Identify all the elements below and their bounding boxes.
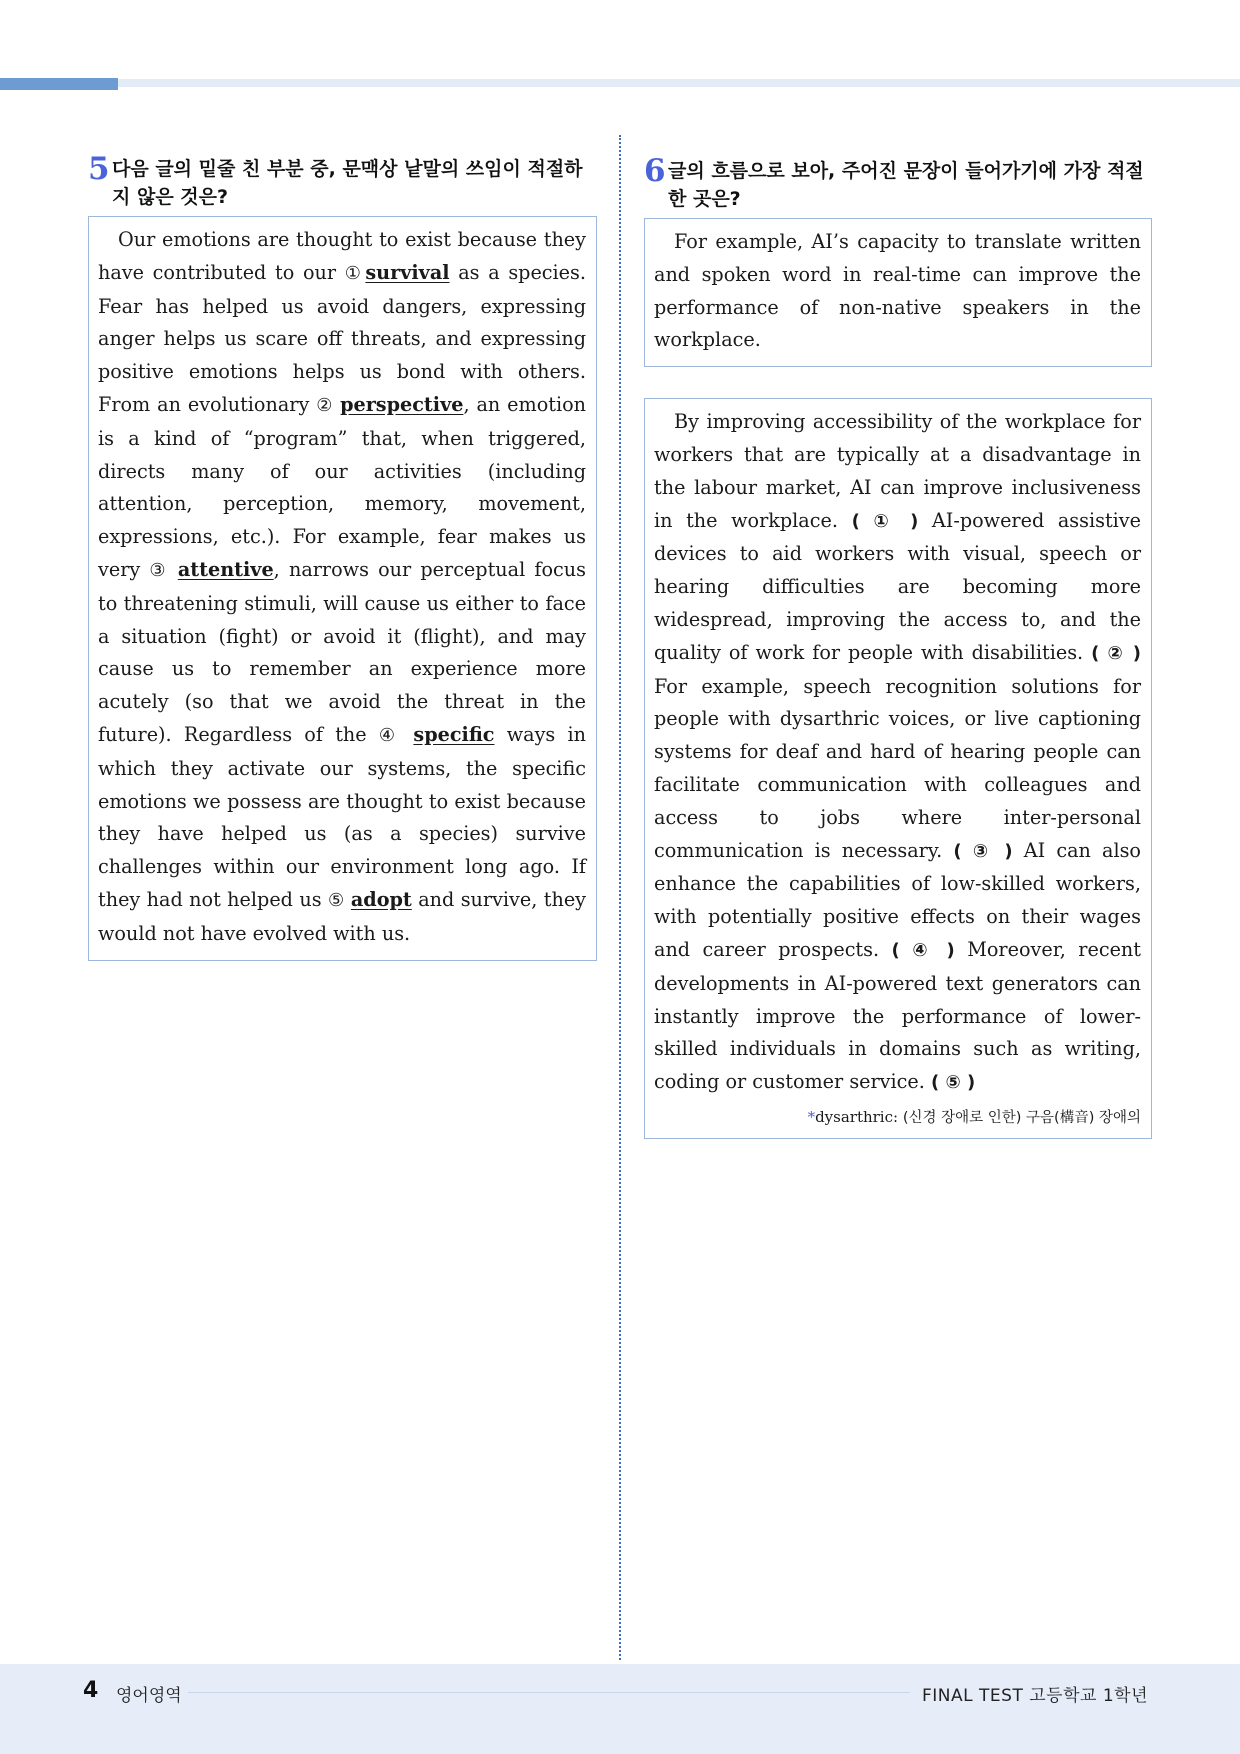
insertion-point-4: ( ④ ) xyxy=(891,939,955,961)
given-sentence: For example, AI’s capacity to translate written and spoken word in real-time can improve the performance of non-native speakers in the workplace. xyxy=(654,230,1141,352)
footnote xyxy=(654,1106,1141,1129)
passage-segment: , narrows our perceptual focus to threatening stimuli, will cause us either to face a situation (fight) or avoid it (flight), and may cause us to remember an experience more acutely (so that we avoid the threat in the future). Regardless of the xyxy=(98,557,587,746)
passage-text xyxy=(654,406,1141,1100)
page-number: 4 xyxy=(83,1678,99,1703)
passage-box xyxy=(88,216,597,961)
question-prompt: 글의 흐름으로 보아, 주어진 문장이 들어가기에 가장 적절한 곳은? xyxy=(668,160,1144,210)
insertion-point-1: ( ① ) xyxy=(851,510,919,532)
question-6 xyxy=(644,153,1152,1139)
page-footer xyxy=(0,1664,1240,1754)
passage-text xyxy=(98,224,586,951)
underlined-word: survival xyxy=(365,260,450,284)
passage-segment: For example, speech recognition solutions for people with dysarthric voices, or live captioning systems for deaf and hard of hearing people can facilitate communication with colleagues and access to jobs where inter-personal communication is necessary. xyxy=(654,674,1141,862)
question-5 xyxy=(88,151,597,961)
insertion-point-5: ( ⑤ ) xyxy=(930,1072,976,1094)
choice-marker: ② xyxy=(316,394,334,416)
footer-rule xyxy=(185,1692,910,1693)
passage-segment: AI can also enhance the capabilities of low-skilled workers, with potentially positive effects on their wages and career prospects. xyxy=(654,838,1141,961)
footnote-word: dysarthric: xyxy=(815,1107,903,1126)
header-accent xyxy=(0,78,118,90)
choice-marker: ⑤ xyxy=(327,889,345,911)
header-bar xyxy=(0,79,1240,87)
test-title: FINAL TEST 고등학교 1학년 xyxy=(916,1681,1148,1706)
underlined-word: adopt xyxy=(350,887,412,911)
question-number: 5 xyxy=(88,151,110,187)
choice-marker: ① xyxy=(344,262,364,284)
passage-segment: , an emotion is a kind of “program” that, when triggered, directs many of our activities (including attention, perception, memory, movement, expressions, etc.). For example, fear makes us very xyxy=(98,392,587,581)
underlined-word: specific xyxy=(413,722,495,746)
passage-segment: as a species. Fear has helped us avoid dangers, expressing anger helps us scare off threats, and expressing positive emotions helps us bond with others. From an evolutionary xyxy=(98,260,586,416)
choice-marker: ④ xyxy=(378,724,402,746)
passage-segment: Moreover, recent developments in AI-powered text generators can instantly improve the performance of lower-skilled individuals in domains such as writing, coding or customer service. xyxy=(654,937,1141,1094)
passage-segment: ways in which they activate our systems, the specific emotions we possess are thought to exist because they have helped us (as a species) survive challenges within our environment long ago. If they had not helped us xyxy=(98,722,587,911)
question-prompt: 다음 글의 밑줄 친 부분 중, 문맥상 낱말의 쓰임이 적절하지 않은 것은? xyxy=(112,158,583,208)
underlined-word: perspective xyxy=(340,392,464,416)
underlined-word: attentive xyxy=(177,557,274,581)
footnote-gloss: (신경 장애로 인한) 구음(構音) 장애의 xyxy=(902,1109,1141,1126)
question-6-header xyxy=(644,153,1152,213)
passage-segment: AI-powered assistive devices to aid workers with visual, speech or hearing difficulties are becoming more widespread, improving the access to, and the quality of work for people with disabilities. xyxy=(654,508,1141,664)
passage-box xyxy=(644,398,1152,1139)
column-divider xyxy=(619,135,621,1660)
choice-marker: ③ xyxy=(149,559,169,581)
passage-segment: Our emotions are thought to exist because they have contributed to our xyxy=(98,228,586,284)
footnote-star: * xyxy=(807,1107,816,1126)
passage-segment: and survive, they would not have evolved with us. xyxy=(98,887,587,945)
subject-label: 영어영역 xyxy=(116,1681,188,1706)
insertion-point-3: ( ③ ) xyxy=(953,840,1013,862)
given-sentence-box xyxy=(644,218,1152,367)
insertion-point-2: ( ② ) xyxy=(1091,642,1141,664)
passage-segment: By improving accessibility of the workplace for workers that are typically at a disadvantage in the labour market, AI can improve inclusiveness in the workplace. xyxy=(654,410,1141,532)
question-number: 6 xyxy=(644,153,666,189)
question-5-header xyxy=(88,151,597,211)
